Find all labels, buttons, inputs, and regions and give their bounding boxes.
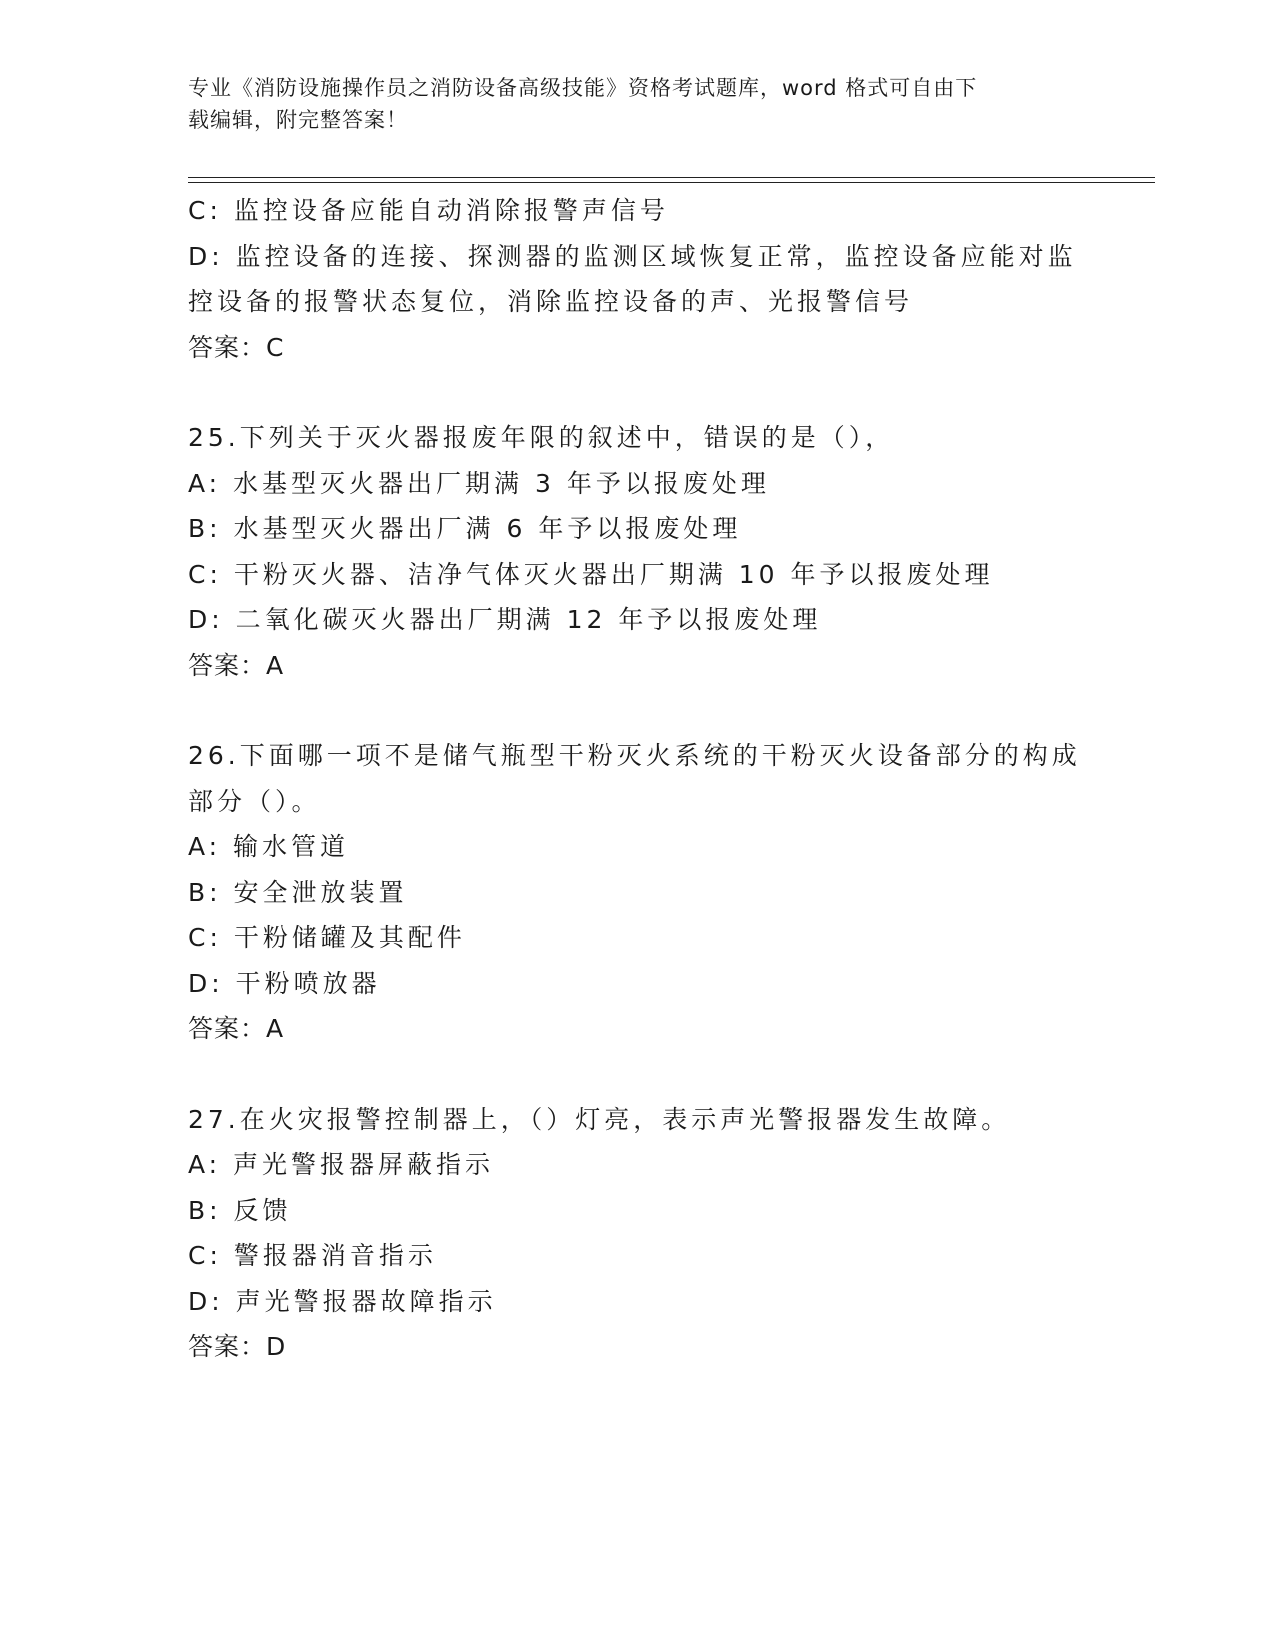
- answer: 答案：D: [188, 1332, 287, 1361]
- question-24-continuation: [188, 188, 1088, 370]
- spacer: [188, 370, 1088, 415]
- question-26: [188, 733, 1088, 1052]
- option-a: A: 声光警报器屏蔽指示: [188, 1150, 495, 1179]
- question-stem: 25.下列关于灭火器报废年限的叙述中，错误的是（），: [188, 423, 895, 452]
- document-body: [188, 188, 1088, 1370]
- option-d-line-1: D: 监控设备的连接、探测器的监测区域恢复正常，监控设备应能对监: [188, 241, 1077, 271]
- document-header: [188, 72, 1088, 136]
- answer: 答案：C: [188, 332, 285, 362]
- option-b: B: 水基型灭火器出厂满 6 年予以报废处理: [188, 514, 742, 543]
- option-d: D: 二氧化碳灭火器出厂期满 12 年予以报废处理: [188, 605, 822, 634]
- option-d: D: 干粉喷放器: [188, 968, 381, 998]
- option-d: D: 声光警报器故障指示: [188, 1286, 497, 1316]
- answer: 答案：A: [188, 1014, 285, 1043]
- option-b: B: 反馈: [188, 1195, 292, 1225]
- option-d-line-2: 控设备的报警状态复位，消除监控设备的声、光报警信号: [188, 287, 914, 316]
- header-divider-bottom: [188, 182, 1155, 183]
- option-c: C: 监控设备应能自动消除报警声信号: [188, 196, 669, 225]
- question-stem: 27.在火灾报警控制器上，（）灯亮，表示声光警报器发生故障。: [188, 1104, 1011, 1134]
- question-27: [188, 1097, 1088, 1370]
- question-stem-line-2: 部分（）。: [188, 786, 321, 816]
- question-25: [188, 415, 1088, 688]
- option-c: C: 警报器消音指示: [188, 1241, 437, 1270]
- header-line-1: 专业《消防设施操作员之消防设备高级技能》资格考试题库，word 格式可自由下: [188, 76, 978, 100]
- option-c: C: 干粉储罐及其配件: [188, 923, 466, 952]
- header-divider-top: [188, 177, 1155, 178]
- answer: 答案：A: [188, 650, 285, 680]
- spacer: [188, 1052, 1088, 1097]
- spacer: [188, 688, 1088, 733]
- option-b: B: 安全泄放装置: [188, 877, 408, 907]
- header-line-2: 载编辑，附完整答案！: [188, 108, 408, 132]
- question-stem-line-1: 26.下面哪一项不是储气瓶型干粉灭火系统的干粉灭火设备部分的构成: [188, 741, 1081, 770]
- option-a: A: 输水管道: [188, 832, 350, 861]
- option-a: A: 水基型灭火器出厂期满 3 年予以报废处理: [188, 468, 770, 498]
- option-c: C: 干粉灭火器、洁净气体灭火器出厂期满 10 年予以报废处理: [188, 559, 994, 589]
